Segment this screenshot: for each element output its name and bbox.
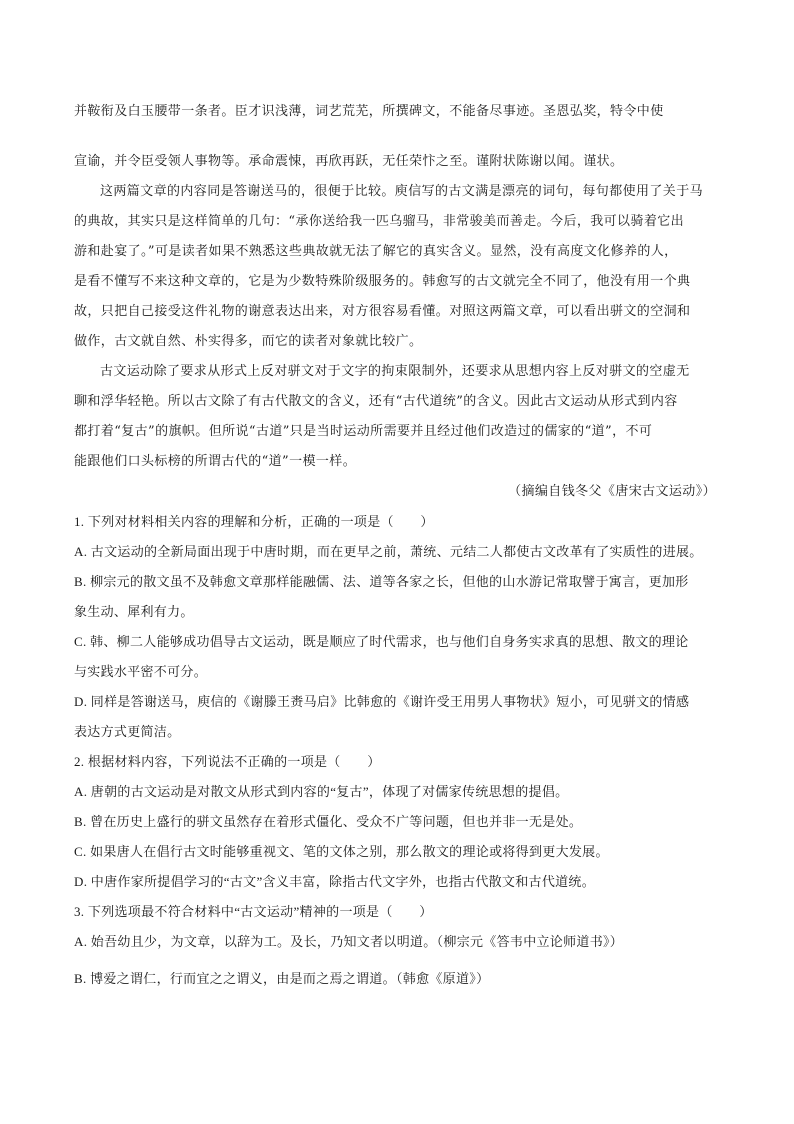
question-1-option-d: D. 同样是答谢送马，庾信的《谢滕王赉马启》比韩愈的《谢许受王用男人事物状》短小，可见骈文的情感 <box>74 694 690 709</box>
passage-line: 能跟他们口头标榜的所谓古代的“道”一模一样。 <box>74 454 357 469</box>
passage-line: 的典故，其实只是这样简单的几句：“承你送给我一匹乌骝马，非常骏美而善走。今后，我可以骑着它出 <box>74 214 685 229</box>
question-1-option-b: B. 柳宗元的散文虽不及韩愈文章那样能融儒、法、道等各家之长，但他的山水游记常取譬于寓言，更加形 <box>74 574 689 589</box>
question-1-option-c-cont: 与实践水平密不可分。 <box>74 664 208 679</box>
question-1-stem: 1. 下列对材料相关内容的理解和分析，正确的一项是（ ） <box>74 514 434 529</box>
passage-paragraph-start: 这两篇文章的内容同是答谢送马的，很便于比较。庾信写的古文满是漂亮的词句，每句都使用了关于马 <box>100 184 704 199</box>
question-2-option-c: C. 如果唐人在倡行古文时能够重视文、笔的文体之别，那么散文的理论或将得到更大发展。 <box>74 844 609 859</box>
question-3-option-a: A. 始吾幼且少，为文章，以辞为工。及长，乃知文者以明道。（柳宗元《答韦中立论师道书》） <box>74 934 624 949</box>
passage-paragraph-start: 古文运动除了要求从形式上反对骈文对于文字的拘束限制外，还要求从思想内容上反对骈文的空虚无 <box>100 364 690 379</box>
question-2-stem: 2. 根据材料内容，下列说法不正确的一项是（ ） <box>74 754 381 769</box>
passage-line: 是看不懂写不来这种文章的，它是为少数特殊阶级服务的。韩愈写的古文就完全不同了，他没有用一个典 <box>74 274 691 289</box>
question-1-option-b-cont: 象生动、犀利有力。 <box>74 604 194 619</box>
question-3-stem: 3. 下列选项最不符合材料中“古文运动”精神的一项是（ ） <box>74 904 433 919</box>
passage-line: 游和赴宴了。”可是读者如果不熟悉这些典故就无法了解它的真实含义。显然，没有高度文化修养的人， <box>74 244 678 259</box>
question-2-option-a: A. 唐朝的古文运动是对散文从形式到内容的“复古”，体现了对儒家传统思想的提倡。 <box>74 784 569 799</box>
question-3-option-b: B. 博爱之谓仁，行而宜之之谓义，由是而之焉之谓道。（韩愈《原道》） <box>74 971 490 986</box>
passage-line: 做作，古文就自然、朴实得多，而它的读者对象就比较广。 <box>74 334 423 349</box>
question-1-option-a: A. 古文运动的全新局面出现于中唐时期，而在更早之前，萧统、元结二人都使古文改革有了实质性的进展。 <box>74 544 703 559</box>
passage-line: 宣谕，并令臣受领人事物等。承命震悚，再欣再跃，无任荣忭之至。谨附状陈谢以闻。谨状。 <box>74 154 624 169</box>
passage-line: 都打着“复古”的旗帜。但所说“古道”只是当时运动所需要并且经过他们改造过的儒家的“道”，不可 <box>74 424 653 439</box>
question-2-option-b: B. 曾在历史上盛行的骈文虽然存在着形式僵化、受众不广等问题，但也并非一无是处。 <box>74 814 583 829</box>
question-1-option-d-cont: 表达方式更简洁。 <box>74 724 181 739</box>
passage-line: 故，只把自己接受这件礼物的谢意表达出来，对方很容易看懂。对照这两篇文章，可以看出骈文的空洞和 <box>74 304 691 319</box>
passage-source: （摘编自钱冬父《唐宋古文运动》） <box>508 484 716 499</box>
question-1-option-c: C. 韩、柳二人能够成功倡导古文运动，既是顺应了时代需求，也与他们自身务实求真的思想、散文的理论 <box>74 634 689 649</box>
passage-line: 并鞍衔及白玉腰带一条者。臣才识浅薄，词艺荒芜，所撰碑文，不能备尽事迹。圣恩弘奖，特令中使 <box>74 104 664 119</box>
question-2-option-d: D. 中唐作家所提倡学习的“古文”含义丰富，除指古代文字外，也指古代散文和古代道统。 <box>74 874 596 889</box>
passage-line: 聊和浮华轻艳。所以古文除了有古代散文的含义，还有“古代道统”的含义。因此古文运动从形式到内容 <box>74 394 678 409</box>
